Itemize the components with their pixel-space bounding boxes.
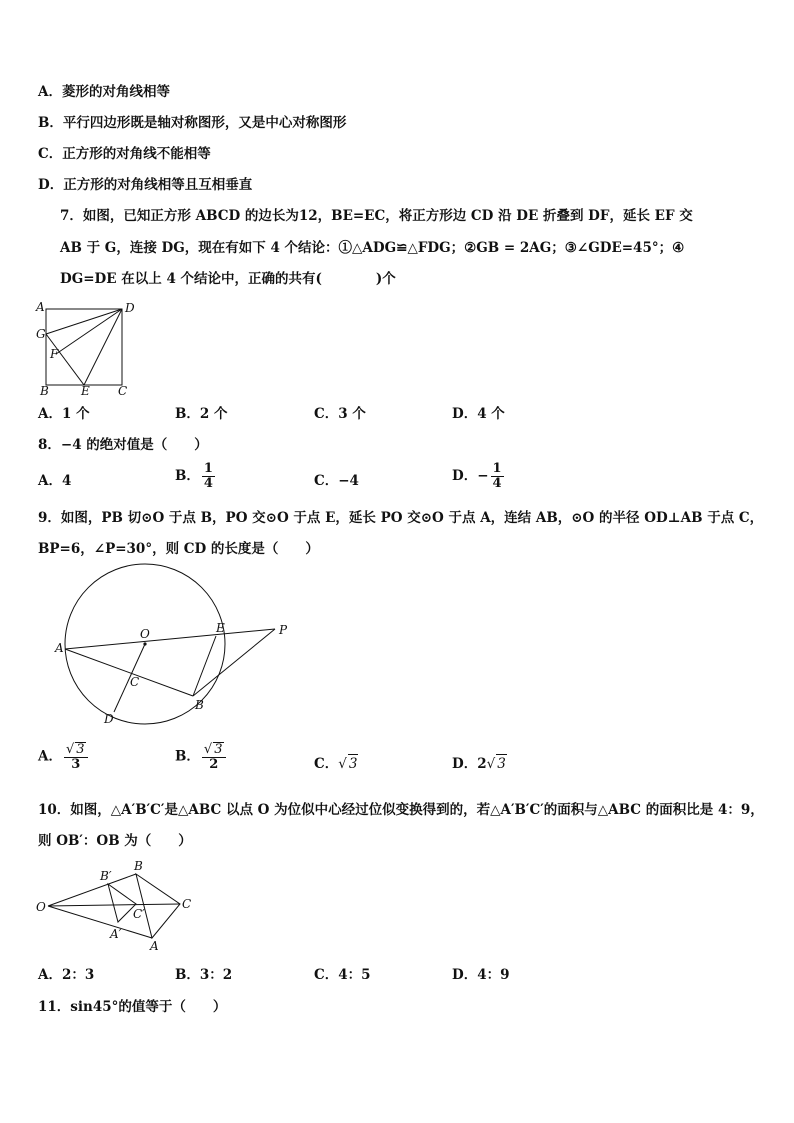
q10-label-a-prime: A′: [110, 927, 122, 941]
q7-label-e: E: [81, 384, 90, 398]
q9-circle-figure: [50, 566, 300, 736]
q9-option-c-prefix: C．: [314, 756, 339, 772]
q8-option-d-denominator: 4: [492, 476, 502, 491]
q7-label-d: D: [125, 301, 135, 315]
q9-option-c: C．√ 3: [314, 756, 358, 772]
q8-option-b-numerator: 1: [203, 461, 213, 476]
q9-option-b-prefix: B．: [175, 748, 200, 765]
q8-option-b: [175, 462, 215, 491]
q9-stem-line1: 9．如图，PB 切⊙O 于点 B，PO 交⊙O 于点 E，延长 PO 交⊙O 于点 A，连结 AB，⊙O 的半径 OD⊥AB 于点 C，: [38, 510, 764, 526]
q9-option-a-prefix: A．: [38, 748, 62, 765]
q9-label-p: P: [279, 623, 288, 637]
q9-option-b-fraction: [202, 742, 226, 772]
q10-stem-line1: 10．如图，△A′B′C′是△ABC 以点 O 为位似中心经过位似变换得到的，若△A′B′C′的面积与△ABC 的面积比是 4：9，: [38, 802, 764, 818]
q10-label-b: B: [134, 859, 143, 873]
q9-option-b-numerator: √ 3: [202, 742, 226, 758]
q10-option-a: A．2：3: [38, 967, 95, 983]
q9-option-d: D．2√ 3: [452, 756, 506, 772]
q9-option-d-prefix: D．2: [452, 756, 487, 772]
q9-option-b-radicand: 3: [214, 742, 223, 757]
q7-label-f: F: [50, 347, 59, 361]
q9-option-d-radicand: 3: [497, 756, 506, 772]
q9-label-a: A: [55, 641, 64, 655]
q10-option-b: B．3：2: [175, 967, 233, 983]
q8-option-a: A．4: [38, 473, 72, 489]
q8-option-b-prefix: B．: [175, 468, 200, 484]
q8-option-d-numerator: 1: [492, 461, 502, 476]
q10-label-a: A: [150, 939, 159, 953]
q10-option-d: D．4：9: [452, 967, 510, 983]
q8-option-b-denominator: 4: [203, 476, 213, 491]
q10-label-b-prime: B′: [100, 869, 112, 883]
q7-option-d: D．4 个: [452, 406, 505, 422]
q9-option-b: [175, 742, 226, 772]
q9-option-a: [38, 742, 88, 772]
q7-label-g: G: [36, 327, 46, 341]
q7-square-figure: [30, 298, 140, 398]
q9-option-a-fraction: [64, 742, 88, 772]
q8-stem: 8．−4 的绝对值是（ ）: [38, 437, 208, 453]
q6-option-a: A．菱形的对角线相等: [38, 84, 170, 100]
q8-option-d-prefix: D．−: [452, 468, 489, 484]
q7-option-c: C．3 个: [314, 406, 366, 422]
q8-option-d-fraction: [491, 462, 504, 491]
q9-label-b: B: [195, 698, 204, 712]
q9-label-o: O: [140, 627, 150, 641]
q9-option-a-numerator: √ 3: [64, 742, 88, 758]
q7-label-b: B: [40, 384, 49, 398]
q8-option-c: C．−4: [314, 473, 359, 489]
q9-label-e: E: [216, 621, 225, 635]
q7-label-a: A: [36, 300, 45, 314]
q9-option-a-radicand: 3: [76, 742, 85, 757]
q7-label-c: C: [118, 384, 128, 398]
q10-option-c: C．4：5: [314, 967, 371, 983]
q7-stem-line2: AB 于 G，连接 DG，现在有如下 4 个结论：①△ADG≌△FDG；②GB = 2AG；③∠GDE=45°；④: [60, 240, 685, 256]
q10-stem-line2: 则 OB′：OB 为（ ）: [38, 833, 192, 849]
q6-option-d: D．正方形的对角线相等且互相垂直: [38, 177, 253, 193]
q11-stem: 11．sin45°的值等于（ ）: [38, 999, 227, 1015]
q7-stem-line1: 7．如图，已知正方形 ABCD 的边长为12，BE=EC，将正方形边 CD 沿 DE 折叠到 DF，延长 EF 交: [60, 208, 693, 224]
q9-stem-line2: BP=6，∠P=30°，则 CD 的长度是（ ）: [38, 541, 319, 557]
q9-option-c-radicand: 3: [348, 756, 358, 772]
q8-option-b-fraction: [202, 462, 215, 491]
q7-stem-line3: DG=DE 在以上 4 个结论中，正确的共有( )个: [60, 271, 396, 287]
q10-label-o: O: [36, 900, 46, 914]
q6-option-b: B．平行四边形既是轴对称图形，又是中心对称图形: [38, 115, 347, 131]
q10-label-c-prime: C′: [133, 907, 145, 921]
q7-option-b: B．2 个: [175, 406, 228, 422]
q8-option-d: [452, 462, 504, 491]
q6-option-c: C．正方形的对角线不能相等: [38, 146, 211, 162]
q7-option-a: A．1 个: [38, 406, 90, 422]
q10-label-c: C: [182, 897, 192, 911]
q9-option-a-denominator: 3: [71, 757, 81, 772]
q9-label-c: C: [130, 675, 140, 689]
q9-label-d: D: [104, 712, 114, 726]
q10-homothety-figure: [30, 856, 200, 956]
q9-option-b-denominator: 2: [209, 757, 219, 772]
